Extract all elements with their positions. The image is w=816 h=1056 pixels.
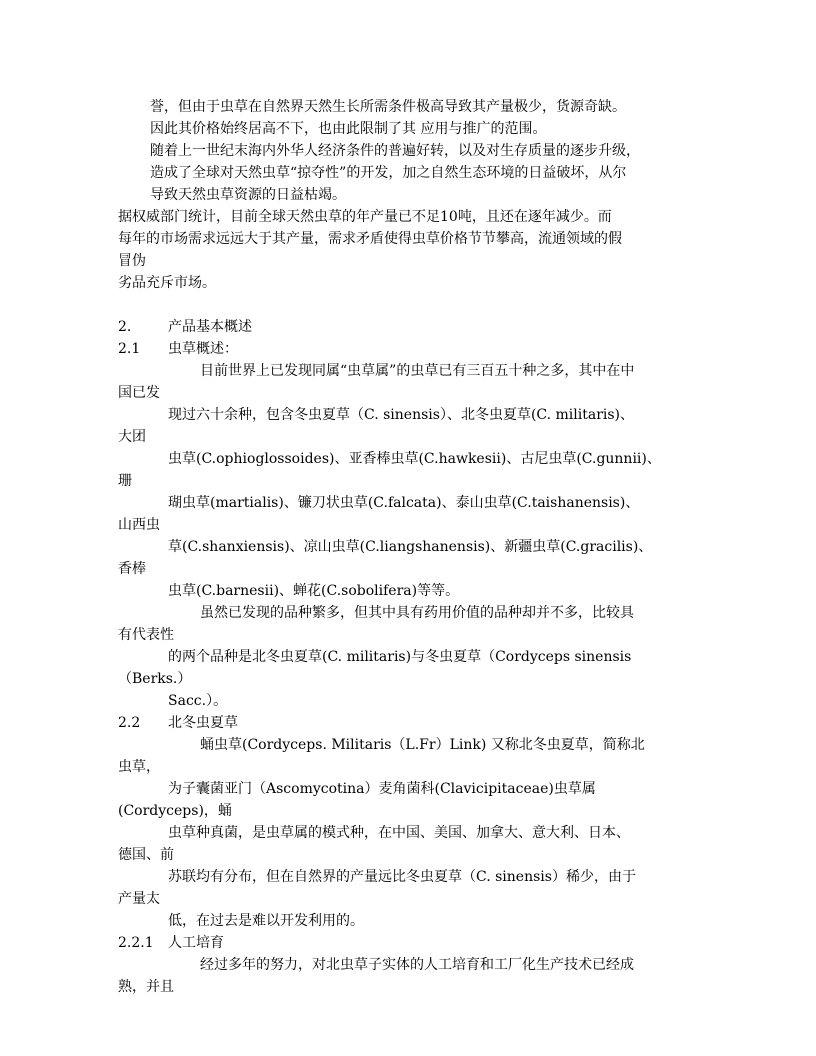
body-line: (Cordyceps)，蛹 [118,803,232,819]
intro-line: 造成了全球对天然虫草“掠夺性”的开发，加之自然生态环境的日益破坏，从尔 [150,165,627,181]
intro-line: 因此其价格始终居高不下，也由此限制了其 应用与推广的范围。 [150,121,547,137]
body-line: 蛹虫草(Cordyceps. Militaris（L.Fr）Link) 又称北冬虫夏草，简称北 [200,737,645,753]
body-line: Sacc.）。 [168,693,228,709]
body-line: 虫草(C.ophioglossoides)、亚香棒虫草(C.hawkesii)、古尼虫草(C.gunnii)、 [168,451,661,467]
section-number: 2.2 [118,715,141,731]
body-line: 草(C.shanxiensis)、凉山虫草(C.liangshanensis)、新疆虫草(C.gracilis)、 [168,539,653,555]
intro-line: 随着上一世纪末海内外华人经济条件的普遍好转，以及对生存质量的逐步升级， [150,143,640,159]
section-title: 虫草概述： [168,341,238,357]
section-number: 2. [118,319,132,335]
section-heading-2-1 [118,338,698,360]
intro-line: 每年的市场需求远远大于其产量，需求矛盾使得虫草价格节节攀高，流通领域的假 [118,231,622,247]
body-line: 为子囊菌亚门（Ascomycotina）麦角菌科(Clavicipitaceae)虫草属 [168,781,596,797]
body-line: 有代表性 [118,627,174,643]
body-line: 国已发 [118,385,160,401]
intro-line: 据权威部门统计，目前全球天然虫草的年产量已不足10吨，且还在逐年减少。而 [118,209,612,225]
body-line: 瑚虫草(martialis)、镰刀状虫草(C.falcata)、泰山虫草(C.taishanensis)、 [168,495,640,511]
body-line: 低，在过去是难以开发利用的。 [168,913,364,929]
section-number: 2.2.1 [118,935,154,951]
body-line: 现过六十余种，包含冬虫夏草（C. sinensis）、北冬虫夏草(C. militaris)、 [168,407,635,423]
body-line: 熟，并且 [118,979,174,995]
section-title: 北冬虫夏草 [168,715,238,731]
body-line: 目前世界上已发现同属“虫草属”的虫草已有三百五十种之多，其中在中 [200,363,635,379]
body-line: 山西虫 [118,517,160,533]
intro-line: 誉，但由于虫草在自然界天然生长所需条件极高导致其产量极少，货源奇缺。 [150,99,626,115]
section-number: 2.1 [118,341,141,357]
section-heading-2-2 [118,712,698,734]
body-line: 经过多年的努力，对北虫草子实体的人工培育和工厂化生产技术已经成 [200,957,634,973]
intro-line: 冒伪 [118,253,146,269]
body-line: 德国、前 [118,847,174,863]
section-heading-2-2-1 [118,932,698,954]
section-title: 人工培育 [168,935,224,951]
body-line: 苏联均有分布，但在自然界的产量远比冬虫夏草（C. sinensis）稀少，由于 [168,869,636,885]
body-line: 虫草种真菌，是虫草属的模式种，在中国、美国、加拿大、意大利、日本、 [168,825,630,841]
body-line: （Berks.） [118,671,192,687]
body-line: 的两个品种是北冬虫夏草(C. militaris)与冬虫夏草（Cordyceps sinensis [168,649,632,665]
intro-line: 劣品充斥市场。 [118,275,216,291]
body-line: 产量太 [118,891,160,907]
body-line: 虫草(C.barnesii)、蝉花(C.sobolifera)等等。 [168,583,460,599]
section-title: 产品基本概述 [168,319,252,335]
body-line: 虫草， [118,759,160,775]
body-line: 虽然已发现的品种繁多，但其中具有药用价值的品种却并不多，比较具 [200,605,634,621]
body-line: 香棒 [118,561,146,577]
body-line: 珊 [118,473,132,489]
intro-line: 导致天然虫草资源的日益枯竭。 [150,187,346,203]
body-line: 大团 [118,429,146,445]
section-heading-2 [118,316,698,338]
